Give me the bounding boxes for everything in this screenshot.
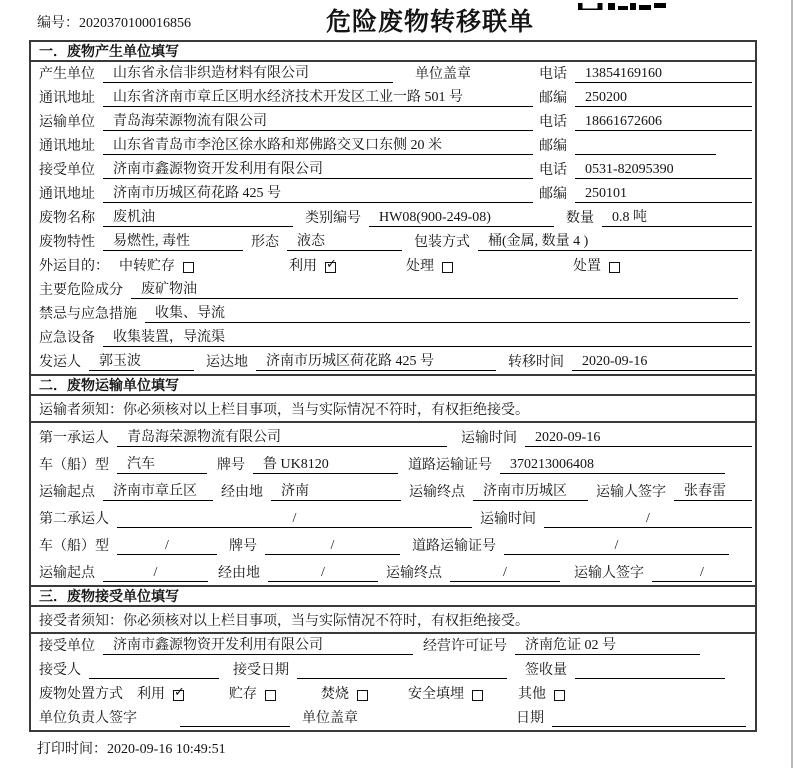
- disposal-burn-checkbox: [357, 690, 368, 701]
- route1-signature-value: 张春雷: [674, 483, 752, 501]
- row-left-group: [39, 137, 539, 155]
- license-label: 经营许可证号: [423, 639, 507, 654]
- form-row-vehicle1: [31, 450, 755, 477]
- phone-label: 电话: [539, 115, 567, 130]
- form-row-responsible-signature: [31, 706, 755, 730]
- route1-endpoint-value: 济南市历城区: [473, 483, 588, 501]
- receiver-phone-value: 0531-82095390: [575, 161, 752, 179]
- transfer-time-value: 2020-09-16: [572, 353, 752, 371]
- print-time: [37, 738, 796, 758]
- vehicle2-plate-value: /: [265, 537, 400, 555]
- field-label: 主要危险成分: [39, 283, 123, 298]
- receiver-person-value: [89, 662, 219, 679]
- transporter-unit-value: 青岛海荣源物流有限公司: [103, 113, 533, 131]
- form-row-route2: [31, 558, 755, 585]
- destination-label: 运达地: [206, 355, 248, 370]
- print-time-label: 打印时间：: [37, 742, 107, 757]
- category-code-label: 类别编号: [305, 211, 361, 226]
- carrier2-name-value: /: [117, 510, 472, 528]
- page-title: 危险废物转移联单: [325, 9, 534, 36]
- plate-label: 牌号: [217, 458, 245, 473]
- receiving-unit-value: 济南市鑫源物资开发利用有限公司: [103, 637, 413, 655]
- section-3-heading: 三．废物接受单位填写: [31, 587, 755, 607]
- manifest-table: [29, 40, 757, 732]
- doc-number-value: 2020370100016856: [79, 16, 191, 31]
- field-label: 第一承运人: [39, 431, 109, 446]
- field-label: 通讯地址: [39, 187, 95, 202]
- vehicle2-permit-value: /: [504, 537, 729, 555]
- form-row-waste-name: [31, 206, 755, 230]
- field-label: 运输起点: [39, 485, 95, 500]
- document-header: [0, 0, 796, 40]
- row-left-group: [39, 65, 539, 83]
- zip-label: 邮编: [539, 139, 567, 154]
- field-label: 单位负责人签字: [39, 711, 137, 726]
- section-2-heading: 二．废物运输单位填写: [31, 376, 755, 396]
- section-receiver: [31, 585, 755, 730]
- print-time-value: 2020-09-16 10:49:51: [107, 742, 226, 757]
- field-label: 运输起点: [39, 566, 95, 581]
- form-row-emergency-equipment: [31, 326, 755, 350]
- qr-code-icon: [578, 0, 670, 10]
- generator-phone-value: 13854169160: [575, 65, 752, 83]
- waste-name-value: 废机油: [103, 209, 293, 227]
- form-row-receiver-person: [31, 658, 755, 682]
- carrier1-name-value: 青岛海荣源物流有限公司: [117, 429, 447, 447]
- field-label: 废物处置方式: [39, 687, 123, 702]
- disposal-other-checkbox: [554, 690, 565, 701]
- transfer-time-label: 转移时间: [508, 355, 564, 370]
- checkbox-mark: ✓: [326, 257, 337, 272]
- notice-text: 接受者须知：你必须核对以上栏目事项，当与实际情况不符时，有权拒绝接受。: [39, 613, 529, 629]
- transporter-signature-label: 运输人签字: [574, 566, 644, 581]
- generator-address-value: 山东省济南市章丘区明水经济技术开发区工业一路 501 号: [103, 89, 533, 107]
- vehicle2-type-value: /: [117, 537, 217, 555]
- unit-seal-label: 单位盖章: [415, 67, 471, 82]
- transporter-zip-value: [575, 138, 716, 155]
- form-row-taboo-measures: [31, 302, 755, 326]
- disposal-use-checkbox: [173, 685, 185, 701]
- field-label: 通讯地址: [39, 91, 95, 106]
- route2-via-value: /: [268, 564, 378, 582]
- form-row-transport-purpose: [31, 254, 755, 278]
- generator-unit-value: 山东省永信非织造材料有限公司: [103, 65, 393, 83]
- doc-number-label: 编号：: [37, 16, 79, 31]
- route1-via-value: 济南: [271, 483, 401, 501]
- field-label: 禁忌与应急措施: [39, 307, 137, 322]
- field-label: 废物名称: [39, 211, 95, 226]
- transporter-address-value: 山东省青岛市李沧区徐水路和郑佛路交叉口东侧 20 米: [103, 137, 533, 155]
- transporter-notice: [31, 396, 755, 423]
- row-left-group: [39, 161, 539, 179]
- form-row-transporter: [31, 110, 755, 134]
- receiver-zip-value: 250101: [575, 185, 752, 203]
- option-other-label: 其他: [518, 687, 546, 702]
- form-row-shipper: [31, 350, 755, 374]
- receiver-address-value: 济南市历城区荷花路 425 号: [103, 185, 533, 203]
- form-row-generator-address: [31, 86, 755, 110]
- option-transfer-storage-label: 中转贮存: [119, 259, 175, 274]
- form-state-value: 液态: [287, 233, 402, 251]
- field-label: 车（船）型: [39, 539, 109, 554]
- transport-time-label: 运输时间: [461, 431, 517, 446]
- form-row-vehicle2: [31, 531, 755, 558]
- disposal-store-checkbox: [265, 690, 276, 701]
- responsible-signature-value: [180, 710, 290, 727]
- receiver-notice: [31, 607, 755, 634]
- form-row-receiver-address: [31, 182, 755, 206]
- form-row-route1: [31, 477, 755, 504]
- form-row-hazard-components: [31, 278, 755, 302]
- page-edge-line: [791, 0, 793, 768]
- signed-quantity-label: 签收量: [525, 663, 567, 678]
- option-store-label: 贮存: [229, 687, 257, 702]
- vehicle1-permit-value: 370213006408: [500, 456, 725, 474]
- disposal-landfill-checkbox: [472, 690, 483, 701]
- field-label: 应急设备: [39, 331, 95, 346]
- zip-label: 邮编: [539, 91, 567, 106]
- zip-label: 邮编: [539, 187, 567, 202]
- option-landfill-label: 安全填埋: [408, 687, 464, 702]
- emergency-equipment-value: 收集装置，导流渠: [103, 329, 752, 347]
- route2-signature-value: /: [652, 564, 752, 582]
- field-label: 产生单位: [39, 67, 95, 82]
- packaging-label: 包装方式: [414, 235, 470, 250]
- receiver-unit-value: 济南市鑫源物资开发利用有限公司: [103, 161, 533, 179]
- field-label: 外运目的：: [39, 259, 109, 274]
- sign-date-value: [552, 710, 746, 727]
- treat-checkbox: [442, 262, 453, 273]
- field-label: 接受人: [39, 663, 81, 678]
- form-row-disposal-method: [31, 682, 755, 706]
- unit-seal-label: 单位盖章: [302, 711, 358, 726]
- vehicle1-type-value: 汽车: [117, 456, 207, 474]
- row-left-group: [39, 185, 539, 203]
- field-label: 发运人: [39, 355, 81, 370]
- form-row-generator: [31, 62, 755, 86]
- carrier1-time-value: 2020-09-16: [525, 429, 752, 447]
- receive-date-label: 接受日期: [233, 663, 289, 678]
- form-row-receiving-unit: [31, 634, 755, 658]
- hazard-components-value: 废矿物油: [131, 281, 738, 299]
- transporter-signature-label: 运输人签字: [596, 485, 666, 500]
- endpoint-label: 运输终点: [386, 566, 442, 581]
- signed-quantity-value: [575, 662, 725, 679]
- checkbox-mark: ✓: [174, 685, 185, 700]
- route2-origin-value: /: [103, 564, 208, 582]
- section-generator: [31, 42, 755, 374]
- transporter-phone-value: 18661672606: [575, 113, 752, 131]
- field-label: 接受单位: [39, 163, 95, 178]
- option-burn-label: 焚烧: [321, 687, 349, 702]
- transfer-storage-checkbox: [183, 262, 194, 273]
- endpoint-label: 运输终点: [409, 485, 465, 500]
- generator-zip-value: 250200: [575, 89, 752, 107]
- route2-endpoint-value: /: [450, 564, 560, 582]
- vehicle1-plate-value: 鲁 UK8120: [253, 456, 398, 474]
- option-treat-label: 处理: [406, 259, 434, 274]
- taboo-measures-value: 收集、导流: [145, 305, 750, 323]
- shipper-name-value: 郭玉波: [89, 353, 194, 371]
- field-label: 废物特性: [39, 235, 95, 250]
- section-1-heading: 一．废物产生单位填写: [31, 42, 755, 62]
- use-checkbox: [325, 257, 337, 273]
- receive-date-value: [297, 662, 507, 679]
- form-row-transporter-address: [31, 134, 755, 158]
- form-row-receiver: [31, 158, 755, 182]
- row-left-group: [39, 113, 539, 131]
- section-transporter: [31, 374, 755, 585]
- category-code-value: HW08(900-249-08): [369, 209, 554, 227]
- road-permit-label: 道路运输证号: [408, 458, 492, 473]
- option-use-label: 利用: [137, 687, 165, 702]
- option-use-label: 利用: [289, 259, 317, 274]
- phone-label: 电话: [539, 163, 567, 178]
- waste-characteristics-value: 易燃性, 毒性: [103, 233, 243, 251]
- destination-value: 济南市历城区荷花路 425 号: [256, 353, 496, 371]
- field-label: 第二承运人: [39, 512, 109, 527]
- route1-origin-value: 济南市章丘区: [103, 483, 213, 501]
- field-label: 车（船）型: [39, 458, 109, 473]
- plate-label: 牌号: [229, 539, 257, 554]
- field-label: 接受单位: [39, 639, 95, 654]
- dispose-checkbox: [609, 262, 620, 273]
- via-label: 经由地: [221, 485, 263, 500]
- field-label: 通讯地址: [39, 139, 95, 154]
- quantity-value: 0.8 吨: [602, 209, 752, 227]
- form-row-carrier1: [31, 423, 755, 450]
- form-row-carrier2: [31, 504, 755, 531]
- date-label: 日期: [516, 711, 544, 726]
- phone-label: 电话: [539, 67, 567, 82]
- option-dispose-label: 处置: [573, 259, 601, 274]
- field-label: 运输单位: [39, 115, 95, 130]
- carrier2-time-value: /: [544, 510, 752, 528]
- row-left-group: [39, 89, 539, 107]
- packaging-value: 桶(金属, 数量 4 ): [478, 233, 752, 251]
- form-row-waste-characteristics: [31, 230, 755, 254]
- license-value: 济南危证 02 号: [515, 637, 700, 655]
- road-permit-label: 道路运输证号: [412, 539, 496, 554]
- transport-time-label: 运输时间: [480, 512, 536, 527]
- quantity-label: 数量: [566, 211, 594, 226]
- via-label: 经由地: [218, 566, 260, 581]
- form-state-label: 形态: [251, 235, 279, 250]
- notice-text: 运输者须知：你必须核对以上栏目事项，当与实际情况不符时，有权拒绝接受。: [39, 402, 529, 418]
